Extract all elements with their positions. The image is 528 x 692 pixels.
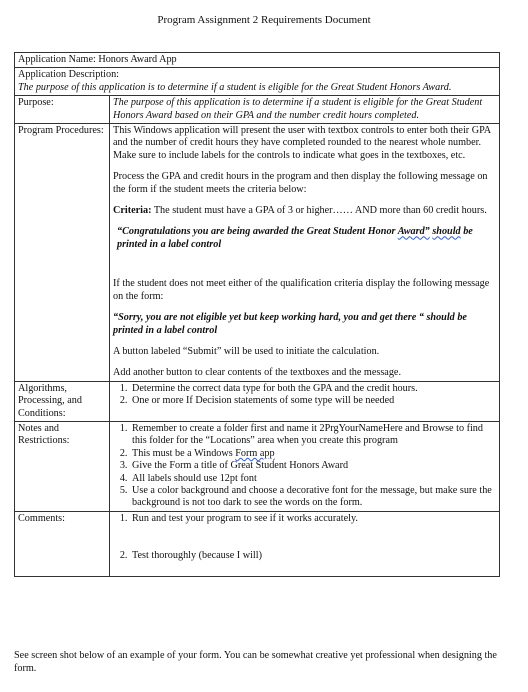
app-description-cell bbox=[15, 68, 500, 96]
procedures-paragraph-2: Process the GPA and credit hours in the program and then display the following message on the form if the student meets the criteria below: bbox=[113, 171, 488, 195]
list-item: 2. Test thoroughly (because I will) bbox=[130, 550, 496, 562]
list-item: 2. One or more If Decision statements of some type will be needed bbox=[130, 395, 496, 407]
congrats-text-a: “Congratulations you are being awarded the Great Student Honor bbox=[117, 226, 398, 238]
app-name-row bbox=[15, 53, 500, 68]
comments-content bbox=[110, 511, 500, 576]
algorithms-label: Algorithms, Processing, and Conditions: bbox=[15, 381, 110, 421]
congrats-text-award: Award” bbox=[397, 226, 430, 238]
criteria-paragraph bbox=[113, 205, 496, 217]
list-item: 3. Give the Form a title of Great Student Honors Award bbox=[130, 460, 496, 472]
criteria-label: Criteria: bbox=[113, 205, 152, 217]
notes-2-form-app: Form app bbox=[235, 447, 275, 459]
purpose-row bbox=[15, 96, 500, 124]
comments-list bbox=[113, 513, 496, 563]
comments-label: Comments: bbox=[15, 511, 110, 576]
procedures-content bbox=[110, 124, 500, 382]
algorithms-content bbox=[110, 381, 500, 421]
footer-note: See screen shot below of an example of your form. You can be somewhat creative yet professional when designing the form. bbox=[14, 650, 497, 674]
notes-label: Notes and Restrictions: bbox=[15, 421, 110, 511]
notes-2-text: This must be a Windows bbox=[132, 447, 236, 459]
algorithms-row bbox=[15, 381, 500, 421]
app-name-cell: Application Name: Honors Award App bbox=[15, 53, 500, 68]
notes-content bbox=[110, 421, 500, 511]
sorry-message: “Sorry, you are not eligible yet but keep working hard, you and get there “ should be printed in a label control bbox=[113, 312, 467, 336]
congrats-text-should: should bbox=[432, 226, 461, 238]
congratulations-message bbox=[113, 226, 496, 251]
list-item: 5. Use a color background and choose a decorative font for the message, but make sure the background is not too dark to see the words on the form. bbox=[130, 485, 496, 510]
procedures-paragraph-5: Add another button to clear contents of the textboxes and the message. bbox=[113, 367, 401, 379]
criteria-text: The student must have a GPA of 3 or higher…… AND more than 60 credit hours. bbox=[151, 205, 487, 217]
congrats-text-d: be printed in a label control bbox=[117, 226, 473, 250]
list-item: 1. Remember to create a folder first and name it 2PrgYourNameHere and Browse to find this folder for the “Locations” area when you create this program bbox=[130, 423, 496, 448]
list-item bbox=[130, 448, 496, 460]
list-item: 4. All labels should use 12pt font bbox=[130, 473, 496, 485]
list-item: 1. Run and test your program to see if it works accurately. bbox=[130, 513, 496, 525]
requirements-table bbox=[14, 52, 500, 577]
purpose-text: The purpose of this application is to determine if a student is eligible for the Great Student Honors Award based on their GPA and the number credit hours completed. bbox=[110, 96, 500, 124]
app-description-text: The purpose of this application is to determine if a student is eligible for the Great Student Honors Award. bbox=[18, 81, 452, 93]
list-item: 1. Determine the correct data type for both the GPA and the credit hours. bbox=[130, 383, 496, 395]
procedures-paragraph-4: A button labeled “Submit” will be used to initiate the calculation. bbox=[113, 345, 380, 357]
app-description-row bbox=[15, 68, 500, 96]
purpose-label: Purpose: bbox=[15, 96, 110, 124]
app-description-label: Application Description: bbox=[18, 69, 120, 81]
document-title: Program Assignment 2 Requirements Document bbox=[157, 14, 371, 26]
procedures-label: Program Procedures: bbox=[15, 124, 110, 382]
notes-row bbox=[15, 421, 500, 511]
procedures-paragraph-3: If the student does not meet either of the qualification criteria display the following message on the form: bbox=[113, 278, 490, 302]
comments-row bbox=[15, 511, 500, 576]
procedures-paragraph-1: This Windows application will present the user with textbox controls to enter both their GPA and the number of credit hours they have completed rounded to the nearest whole number. Make sure to include labels for the controls to indicate what goes in the textboxes, etc. bbox=[113, 125, 491, 161]
algorithms-list bbox=[113, 383, 496, 408]
notes-list bbox=[113, 423, 496, 510]
procedures-row bbox=[15, 124, 500, 382]
